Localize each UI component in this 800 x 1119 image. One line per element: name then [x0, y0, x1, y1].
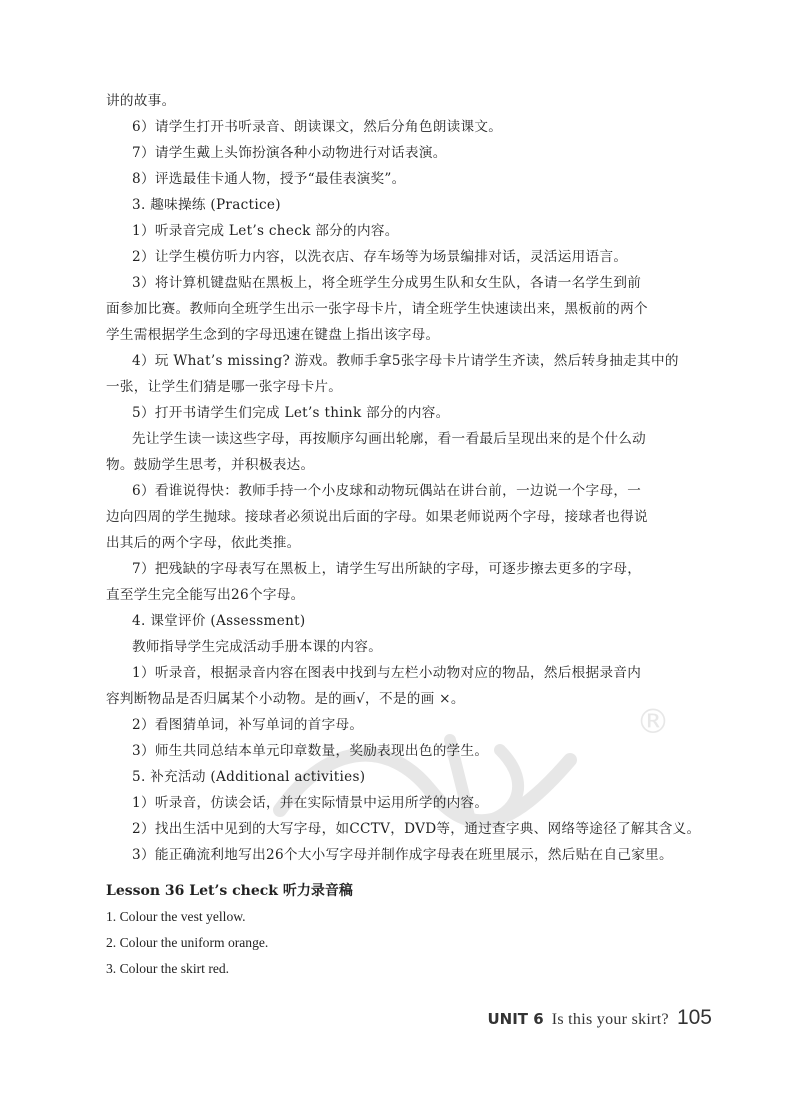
text-line: 容判断物品是否归属某个小动物。是的画√，不是的画 ×。: [106, 691, 465, 707]
script-item: 1. Colour the vest yellow.: [106, 909, 246, 924]
footer-unit-title: Is this your skirt?: [551, 1011, 669, 1028]
script-item: 2. Colour the uniform orange.: [106, 935, 269, 950]
text-line: 先让学生读一读这些字母，再按顺序勾画出轮廓，看一看最后呈现出来的是个什么动: [132, 431, 647, 447]
text-line: 3）师生共同总结本单元印章数量，奖励表现出色的学生。: [132, 743, 489, 759]
text-line: 4）玩 What’s missing? 游戏。教师手拿5张字母卡片请学生齐读，然后转身抽走其中的: [132, 353, 679, 369]
text-line: 直至学生完全能写出26个字母。: [106, 587, 305, 603]
text-line: 1）听录音完成 Let’s check 部分的内容。: [132, 223, 399, 239]
text-line: 1）听录音，仿读会话，并在实际情景中运用所学的内容。: [132, 795, 489, 811]
lesson-plan-body: [106, 88, 714, 982]
listening-script-items: [106, 904, 714, 982]
text-line: 2）让学生模仿听力内容，以洗衣店、存车场等为场景编排对话，灵活运用语言。: [132, 249, 628, 265]
registered-mark: ®: [636, 702, 670, 742]
listening-script-heading: [106, 878, 714, 904]
text-line: 1）听录音，根据录音内容在图表中找到与左栏小动物对应的物品，然后根据录音内: [132, 665, 642, 681]
page-number: 105: [676, 1006, 712, 1029]
text-line: 物。鼓励学生思考，并积极表达。: [106, 457, 315, 473]
text-line: 面参加比赛。教师向全班学生出示一张字母卡片，请全班学生快速读出来，黑板前的两个: [106, 301, 648, 317]
text-line: 出其后的两个字母，依此类推。: [106, 535, 301, 551]
text-line: 3）将计算机键盘贴在黑板上，将全班学生分成男生队和女生队，各请一名学生到前: [132, 275, 642, 291]
text-line: 6）请学生打开书听录音、朗读课文，然后分角色朗读课文。: [132, 119, 503, 135]
heading-english: Lesson 36 Let’s check: [106, 883, 278, 899]
text-line: 2）找出生活中见到的大写字母，如CCTV，DVD等，通过查字典、网络等途径了解其含义。: [132, 821, 701, 837]
text-line: 一张，让学生们猜是哪一张字母卡片。: [106, 379, 343, 395]
footer-unit: UNIT 6: [487, 1010, 544, 1028]
text-line: 2）看图猜单词，补写单词的首字母。: [132, 717, 364, 733]
text-line: 5. 补充活动 (Additional activities): [132, 769, 366, 785]
text-line: 学生需根据学生念到的字母迅速在键盘上指出该字母。: [106, 327, 440, 343]
text-line: 3. 趣味操练 (Practice): [132, 197, 281, 213]
paragraph-lines: [106, 88, 714, 868]
text-line: 讲的故事。: [106, 93, 176, 109]
text-line: 6）看谁说得快：教师手持一个小皮球和动物玩偶站在讲台前，一边说一个字母，一: [132, 483, 642, 499]
text-line: 教师指导学生完成活动手册本课的内容。: [132, 639, 383, 655]
text-line: 5）打开书请学生们完成 Let’s think 部分的内容。: [132, 405, 450, 421]
script-item: 3. Colour the skirt red.: [106, 961, 230, 976]
text-line: 4. 课堂评价 (Assessment): [132, 613, 306, 629]
page-footer: [487, 1006, 712, 1036]
text-line: 7）把残缺的字母表写在黑板上，请学生写出所缺的字母，可逐步擦去更多的字母，: [132, 561, 642, 577]
text-line: 边向四周的学生抛球。接球者必须说出后面的字母。如果老师说两个字母，接球者也得说: [106, 509, 648, 525]
text-line: 7）请学生戴上头饰扮演各种小动物进行对话表演。: [132, 145, 447, 161]
text-line: 8）评选最佳卡通人物，授予“最佳表演奖”。: [132, 171, 406, 187]
heading-chinese: 听力录音稿: [282, 883, 353, 899]
text-line: 3）能正确流利地写出26个大小写字母并制作成字母表在班里展示，然后贴在自己家里。: [132, 847, 673, 863]
